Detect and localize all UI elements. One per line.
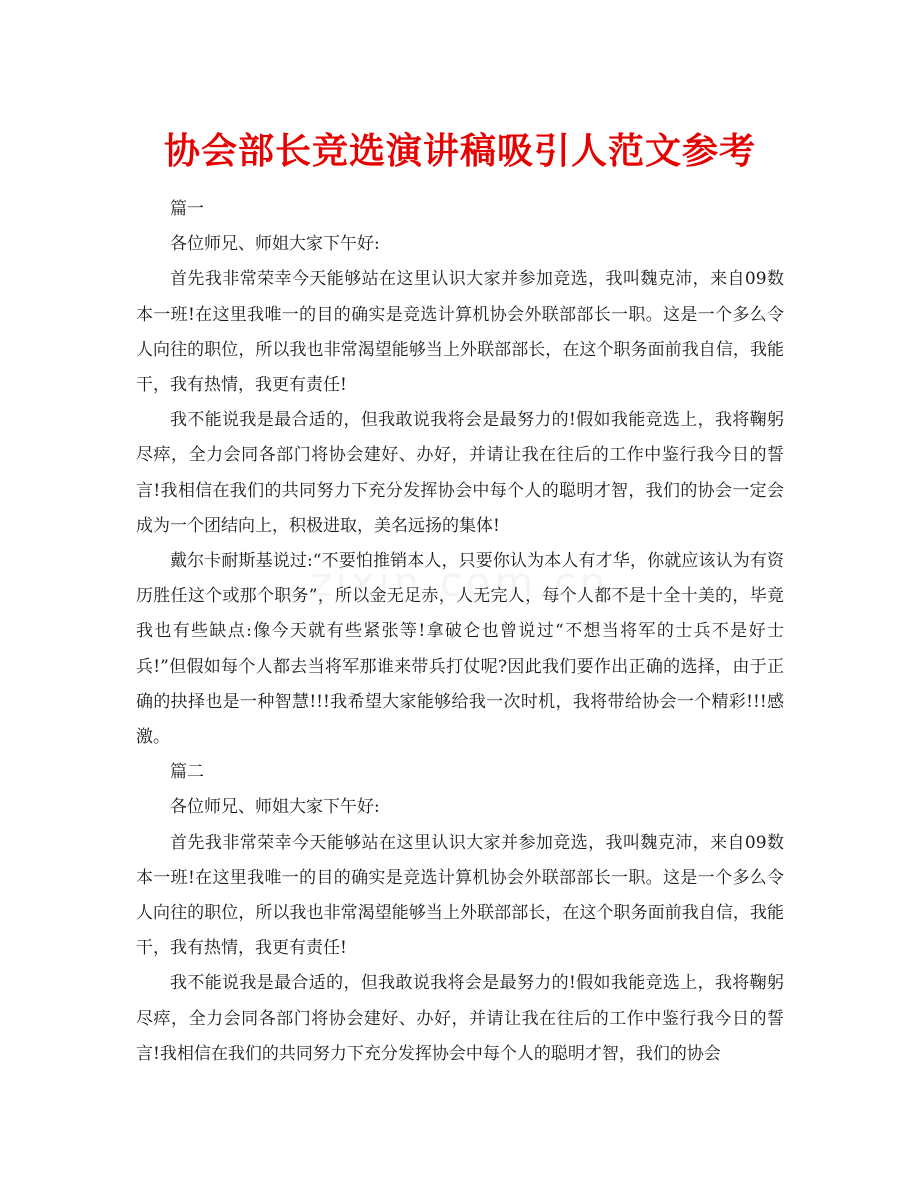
section-heading-2: 篇二 (170, 762, 204, 783)
greeting-2: 各位师兄、师姐大家下午好: (170, 797, 380, 818)
paragraph: 首先我非常荣幸今天能够站在这里认识大家并参加竞选，我叫魏克沛，来自09数本一班!在这里我唯一的目的确实是竞选计算机协会外联部部长一职。这是一个多么令人向往的职位，所以我也非常渴望能够当上外联部部长，在这个职务面前我自信，我能干，我有热情，我更有责任! (136, 269, 784, 396)
greeting-1: 各位师兄、师姐大家下午好: (170, 234, 380, 255)
paragraph: 戴尔卡耐斯基说过:“不要怕推销本人，只要你认为本人有才华，你就应该认为有资历胜任这个或那个职务”，所以金无足赤，人无完人，每个人都不是十全十美的，毕竟我也有些缺点:像今天就有些紧张等!拿破仑也曾说过“不想当将军的士兵不是好士兵!”但假如每个人都去当将军那谁来带兵打仗呢?因此我们要作出正确的选择，由于正确的抉择也是一种智慧!!!我希望大家能够给我一次时机，我将带给协会一个精彩!!!感激。 (136, 551, 784, 748)
paragraph: 首先我非常荣幸今天能够站在这里认识大家并参加竞选，我叫魏克沛，来自09数本一班!在这里我唯一的目的确实是竞选计算机协会外联部部长一职。这是一个多么令人向往的职位，所以我也非常渴望能够当上外联部部长，在这个职务面前我自信，我能干，我有热情，我更有责任! (136, 832, 784, 959)
document-title: 协会部长竞选演讲稿吸引人范文参考 (163, 131, 756, 172)
paragraph: 我不能说我是最合适的，但我敢说我将会是最努力的!假如我能竞选上，我将鞠躬尽瘁，全力会同各部门将协会建好、办好，并请让我在往后的工作中鉴行我今日的誓言!我相信在我们的共同努力下充分发挥协会中每个人的聪明才智，我们的协会一定会成为一个团结向上，积极进取，美名远扬的集体! (136, 410, 784, 536)
document-body (136, 192, 784, 1072)
section-heading-1: 篇一 (170, 199, 204, 219)
paragraph: 我不能说我是最合适的，但我敢说我将会是最努力的!假如我能竞选上，我将鞠躬尽瘁，全力会同各部门将协会建好、办好，并请让我在往后的工作中鉴行我今日的誓言!我相信在我们的共同努力下充分发挥协会中每个人的聪明才智，我们的协会 (136, 973, 784, 1064)
